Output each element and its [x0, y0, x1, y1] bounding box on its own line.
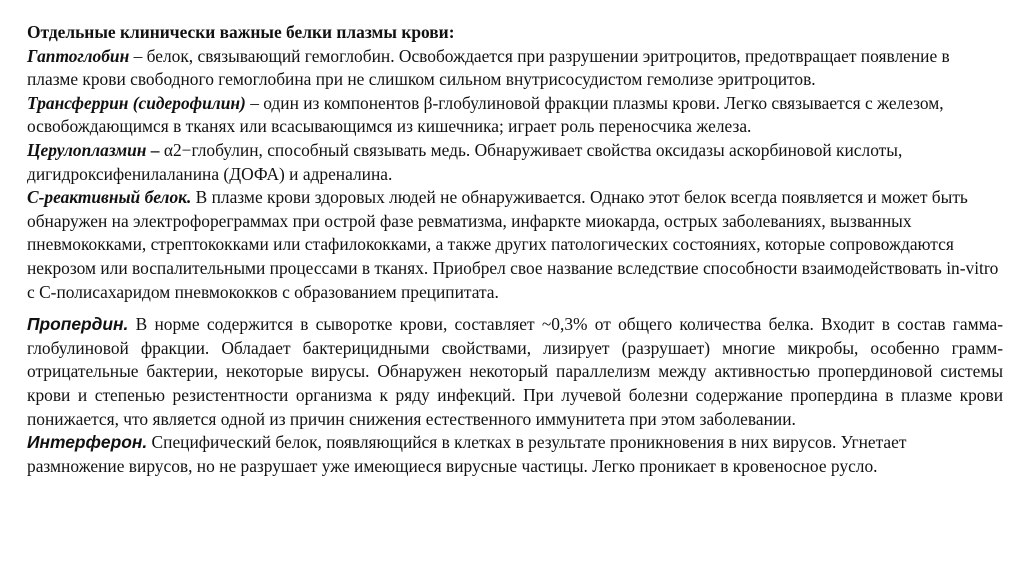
paragraph-transferrin [27, 92, 1003, 139]
text-c-reactive-protein: В плазме крови здоровых людей не обнаруживается. Однако этот белок всегда появляется и может быть обнаружен на электрофореграммах при острой фазе ревматизма, инфаркте миокарда, острых заболеваниях, вызванных пневмококками, стрептококками или стафилококками, а также других патологических состояниях, которые сопровождаются некрозом или воспалительными процессами в тканях. Приобрел свое название вследствие способности взаимодействовать in-vitro с С-полисахаридом пневмококков с образованием преципитата. [27, 187, 999, 302]
term-ceruloplasmin: Церулоплазмин – [27, 139, 160, 160]
section-spacer [27, 304, 1003, 313]
text-haptoglobin: – белок, связывающий гемоглобин. Освобождается при разрушении эритроцитов, предотвращает появление в плазме крови свободного гемоглобина при не слишком сильном внутрисосудистом гемолизе эритроцитов. [27, 45, 950, 90]
term-haptoglobin: Гаптоглобин [27, 45, 130, 66]
paragraph-interferon [27, 431, 1003, 478]
text-interferon: Специфический белок, появляющийся в клетках в результате проникновения в них вирусов. Угнетает размножение вирусов, но не разрушает уже имеющиеся вирусные частицы. Легко проникает в кровеносное русло. [27, 432, 907, 476]
text-ceruloplasmin: α2−глобулин, способный связывать медь. Обнаруживает свойства оксидазы аскорбиновой кислоты, дигидроксифенилаланина (ДОФА) и адреналина. [27, 139, 903, 184]
text-transferrin: – один из компонентов β-глобулиновой фракции плазмы крови. Легко связывается с железом, освобождающимся в тканях или всасывающимся из кишечника; играет роль переносчика железа. [27, 92, 944, 137]
text-properdin: В норме содержится в сыворотке крови, составляет ~0,3% от общего количества белка. Входит в состав гамма-глобулиновой фракции. Обладает бактерицидными свойствами, лизирует (разрушает) многие микробы, особенно грамм-отрицательные бактерии, некоторые вирусы. Обнаружен некоторый параллелизм между активностью пропердиновой системы крови и степенью резистентности организма к ряду инфекций. При лучевой болезни содержание пропердина в плазме крови понижается, что является одной из причин снижения естественного иммунитета при этом заболевании. [27, 314, 1003, 429]
term-properdin: Пропердин. [27, 314, 129, 335]
paragraph-haptoglobin [27, 45, 1003, 92]
term-interferon: Интерферон. [27, 432, 148, 453]
paragraph-properdin [27, 313, 1003, 431]
term-transferrin: Трансферрин (сидерофилин) [27, 92, 246, 113]
paragraph-ceruloplasmin [27, 139, 1003, 186]
slide-content [27, 21, 1003, 478]
term-c-reactive-protein: С-реактивный белок. [27, 187, 192, 208]
slide-heading: Отдельные клинически важные белки плазмы крови: [27, 22, 455, 42]
paragraph-c-reactive-protein [27, 186, 1003, 304]
